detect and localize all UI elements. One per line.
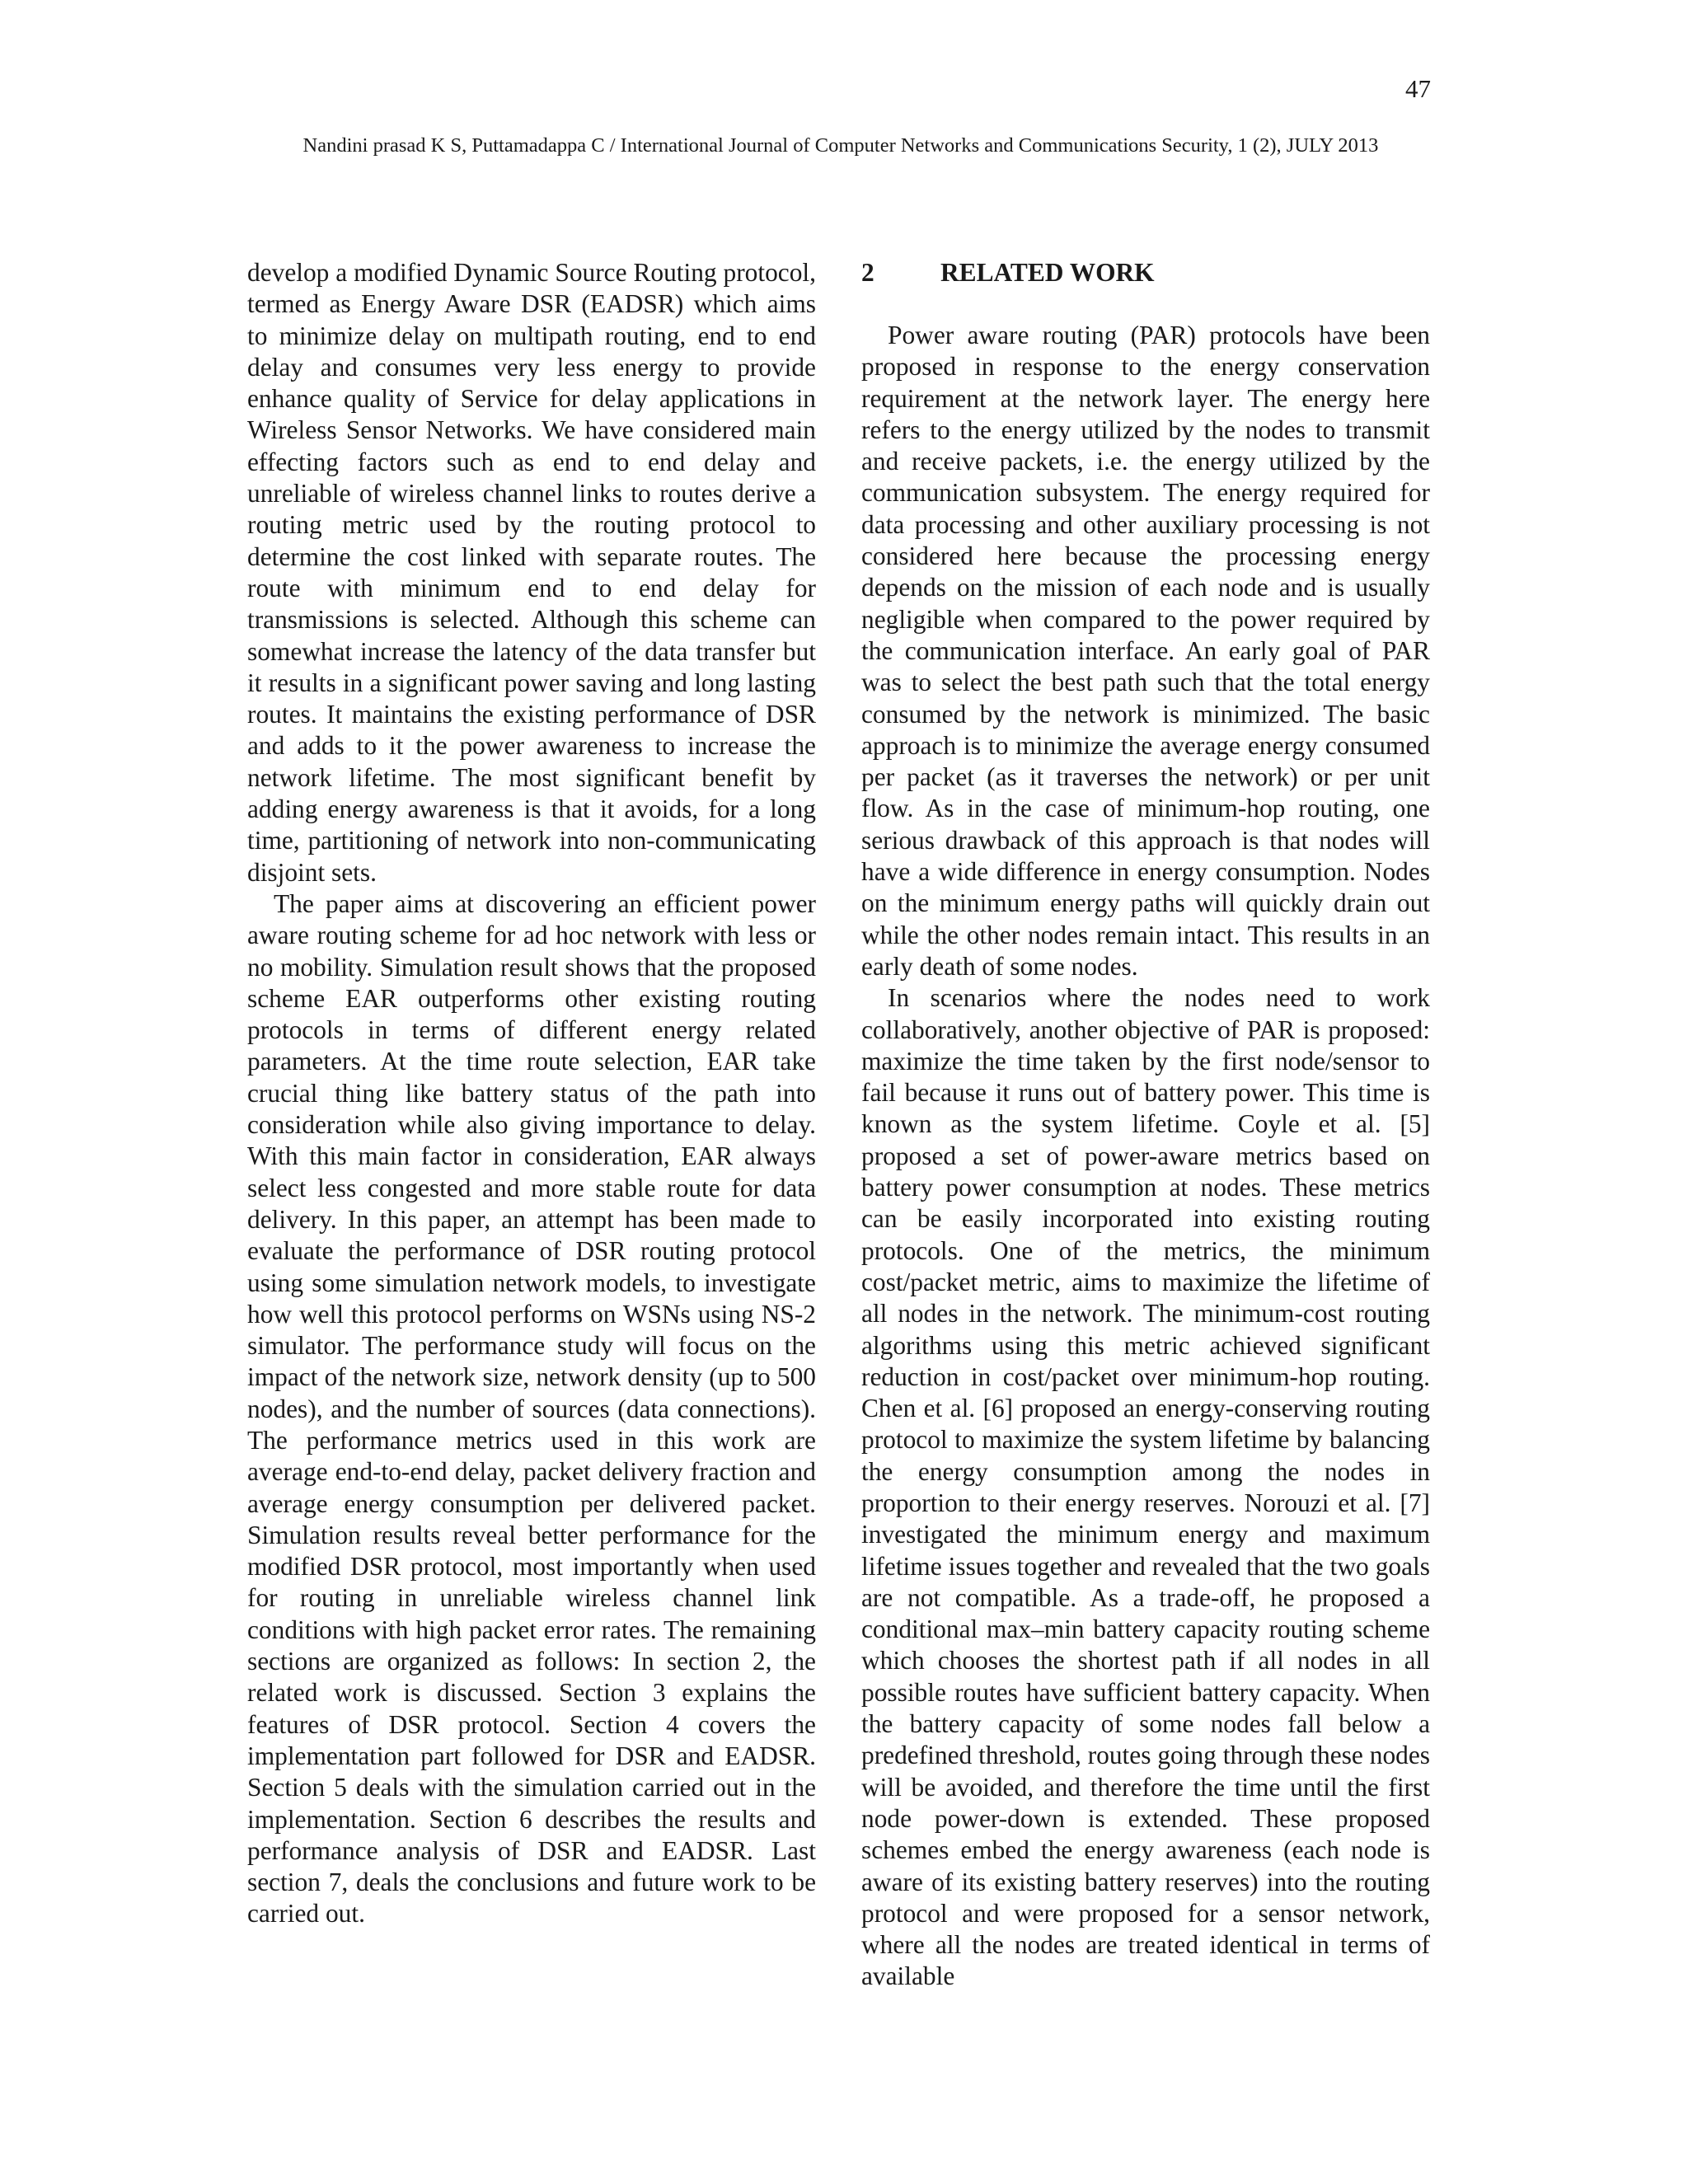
section-number: 2 <box>861 258 874 287</box>
page-number: 47 <box>1405 74 1431 103</box>
section-title: RELATED WORK <box>940 258 1155 287</box>
body-paragraph: In scenarios where the nodes need to work collaboratively, another objective of PAR is proposed: maximize the time taken by the first node/sensor to fail because it runs out of battery power. This time is known as the system lifetime. Coyle et al. [5] proposed a set of power-aware metrics based on battery power consumption at nodes. These metrics can be easily incorporated into existing routing protocols. One of the metrics, the minimum cost/packet metric, aims to maximize the lifetime of all nodes in the network. The minimum-cost routing algorithms using this metric achieved significant reduction in cost/packet over minimum-hop routing. Chen et al. [6] proposed an energy-conserving routing protocol to maximize the system lifetime by balancing the energy consumption among the nodes in proportion to their energy reserves. Norouzi et al. [7] investigated the minimum energy and maximum lifetime issues together and revealed that the two goals are not compatible. As a trade-off, he proposed a conditional max–min battery capacity routing scheme which chooses the shortest path if all nodes in all possible routes have sufficient battery capacity. When the battery capacity of some nodes fall below a predefined threshold, routes going through these nodes will be avoided, and therefore the time until the first node power-down is extended. These proposed schemes embed the energy awareness (each node is aware of its existing battery reserves) into the routing protocol and were proposed for a sensor network, where all the nodes are treated identical in terms of available <box>861 983 1430 1991</box>
body-paragraph: Power aware routing (PAR) protocols have been proposed in response to the energy conservation requirement at the network layer. The energy here refers to the energy utilized by the nodes to transmit and receive packets, i.e. the energy utilized by the communication subsystem. The energy required for data processing and other auxiliary processing is not considered here because the processing energy depends on the mission of each node and is usually negligible when compared to the power required by the communication interface. An early goal of PAR was to select the best path such that the total energy consumed by the network is minimized. The basic approach is to minimize the average energy consumed per packet (as it traverses the network) or per unit flow. As in the case of minimum-hop routing, one serious drawback of this approach is that nodes will have a wide difference in energy consumption. Nodes on the minimum energy paths will quickly drain out while the other nodes remain intact. This results in an early death of some nodes. <box>861 321 1430 981</box>
body-paragraph: develop a modified Dynamic Source Routing protocol, termed as Energy Aware DSR (EADSR) which aims to minimize delay on multipath routing, end to end delay and consumes very less energy to provide enhance quality of Service for delay applications in Wireless Sensor Networks. We have considered main effecting factors such as end to end delay and unreliable of wireless channel links to routes derive a routing metric used by the routing protocol to determine the cost linked with separate routes. The route with minimum end to end delay for transmissions is selected. Although this scheme can somewhat increase the latency of the data transfer but it results in a significant power saving and long lasting routes. It maintains the existing performance of DSR and adds to it the power awareness to increase the network lifetime. The most significant benefit by adding energy awareness is that it avoids, for a long time, partitioning of network into non-communicating disjoint sets. <box>247 258 816 887</box>
section-heading <box>861 257 1430 288</box>
left-column <box>247 257 816 1930</box>
right-column <box>861 257 1430 1993</box>
body-paragraph: The paper aims at discovering an efficient power aware routing scheme for ad hoc network with less or no mobility. Simulation result shows that the proposed scheme EAR outperforms other existing routing protocols in terms of different energy related parameters. At the time route selection, EAR take crucial thing like battery status of the path into consideration while also giving importance to delay. With this main factor in consideration, EAR always select less congested and more stable route for data delivery. In this paper, an attempt has been made to evaluate the performance of DSR routing protocol using some simulation network models, to investigate how well this protocol performs on WSNs using NS-2 simulator. The performance study will focus on the impact of the network size, network density (up to 500 nodes), and the number of sources (data connections). The performance metrics used in this work are average end-to-end delay, packet delivery fraction and average energy consumption per delivered packet. Simulation results reveal better performance for the modified DSR protocol, most importantly when used for routing in unreliable wireless channel link conditions with high packet error rates. The remaining sections are organized as follows: In section 2, the related work is discussed. Section 3 explains the features of DSR protocol. Section 4 covers the implementation part followed for DSR and EADSR. Section 5 deals with the simulation carried out in the implementation. Section 6 describes the results and performance analysis of DSR and EADSR. Last section 7, deals the conclusions and future work to be carried out. <box>247 888 816 1929</box>
running-header: Nandini prasad K S, Puttamadappa C / International Journal of Computer Networks and Communications Security, 1 (2), JULY 2013 <box>302 134 1379 157</box>
